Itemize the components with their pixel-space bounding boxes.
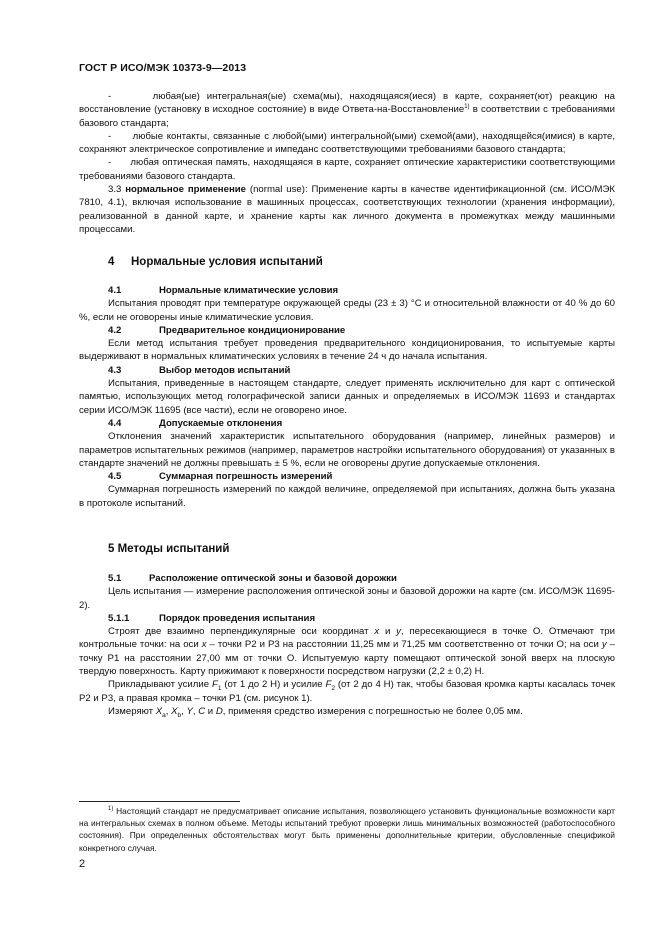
paragraph: Прикладывают усилие $F_1$ (от 1 до 2 Н) и усилие $F_2$ (от 2 до 4 Н) так, чтобы базовая кромка карты касалась точек Р2 и Р3, а правая кромка – точки Р1 (см. рисунок 1).: [79, 679, 616, 704]
paragraph: Испытания, приведенные в настоящем стандарте, следует применять исключительно для карт с оптической памятью, использующих метод голографической записи данных и определяемых в ИСО/МЭК 11693 и стандартах серии ИСО/МЭК 11695 (все части), если не оговорено иное.: [79, 378, 615, 416]
section-4-heading: 4 Нормальные условия испытаний: [108, 256, 323, 268]
paragraph: Суммарная погрешность измерений по каждой величине, определяемой при испытаниях, должна быть указана в протоколе испытаний.: [79, 484, 615, 509]
subsection-heading: 4.3 Выбор методов испытаний: [108, 364, 291, 376]
subsection-heading: 5.1 Расположение оптической зоны и базовой дорожки: [108, 573, 397, 584]
list-item: - любые контакты, связанные с любой(ыми) интегральной(ыми) схемой(ами), находящейся(имися) в карте, сохраняют электрическое сопротивление и импеданс соответствующими требованиями базового стандарта;: [79, 130, 615, 156]
intro-block: [79, 90, 615, 236]
subsection-heading: 5.1.1 Порядок проведения испытания: [108, 612, 316, 624]
document-header: ГОСТ Р ИСО/МЭК 10373-9—2013: [79, 62, 247, 74]
paragraph: Отклонения значений характеристик испытательного оборудования (например, линейных размеров) и параметров испытательных режимов (например, параметров настройки испытательного оборудования) от указанных в стандарте значений не должны превышать ± 5 %, если не оговорены другие допускаемые отклонения.: [79, 431, 615, 469]
subsection-heading: 4.2 Предварительное кондиционирование: [108, 324, 346, 336]
list-item: - любая(ые) интегральная(ые) схема(мы), находящаяся(иеся) в карте, сохраняет(ют) реакцию на восстановление (установку в исходное состояние) в виде Ответа-на-Восстановление$^{1)}$ в соответствии с требованиями базового стандарта;: [79, 91, 616, 129]
footnote: $^{1)}$ Настоящий стандарт не предусматривает описание испытания, позволяющего установить функциональные возможности карт на интегральных схемах в полном объеме. Методы испытаний требуют проверки лишь минимальных возможностей (работоспособного состояния). При определенных обстоятельствах могут быть применены дополнительные критерии, обусловленные спецификой конкретного случая.: [79, 806, 615, 853]
paragraph: Если метод испытания требует проведения предварительного кондиционирования, то испытуемые карты выдерживают в нормальных климатических условиях в течение 24 ч до начала испытания.: [79, 338, 615, 363]
paragraph: Испытания проводят при температуре окружающей среды (23 ± 3) °С и относительной влажности от 40 % до 60 %, если не оговорены иные климатические условия.: [79, 298, 615, 323]
footnote-ref[interactable]: 1): [464, 104, 470, 111]
paragraph: Цель испытания — измерение расположения оптической зоны и базовой дорожки на карте (см. ИСО/МЭК 11695-2).: [79, 586, 615, 611]
section-5-heading: 5 Методы испытаний: [108, 543, 230, 555]
subsection-heading: 4.1 Нормальные климатические условия: [108, 285, 339, 296]
paragraph: Измеряют $X_a$, $X_b$, Y, C и D, применяя средство измерения с погрешностью не более 0,05 мм.: [108, 705, 523, 719]
footnote-separator: [79, 801, 240, 802]
subsection-heading: 4.5 Суммарная погрешность измерений: [108, 471, 333, 483]
section-4-body: [79, 284, 615, 510]
term: нормальное применение: [125, 184, 246, 196]
paragraph: Строят две взаимно перпендикулярные оси координат x и y, пересекающиеся в точке О. Отмечают три контрольные точки: на оси x – точки Р2 и Р3 на расстоянии 11,25 мм и 71,25 мм соответственно от точки О; на оси y – точку Р1 на расстоянии 27,00 мм от точки О. Испытуемую карту помещают оптической зоной вверх на плоскую твердую поверхность. Карту прижимают к поверхности посредством нагрузки (2,2 ± 0,2) Н.: [79, 626, 615, 678]
subsection-heading: 4.4 Допускаемые отклонения: [108, 417, 283, 429]
page-number: 2: [79, 858, 86, 870]
list-item: - любая оптическая память, находящаяся в карте, сохраняет оптические характеристики соответствующими требованиями базового стандарта.: [79, 157, 615, 182]
section-5-body: [79, 572, 615, 718]
footnote-mark: 1): [108, 806, 114, 813]
clause-3-3: 3.3 нормальное применение (normal use): Применение карты в качестве идентификационной (см. ИСО/МЭК 7810, 4.1), включая использование в машинных процессах, соответствующих технологии (хранения информации), реализованной в данной карте, и хранение карты как личного документа в промежутках между машинными процессами.: [79, 184, 615, 235]
